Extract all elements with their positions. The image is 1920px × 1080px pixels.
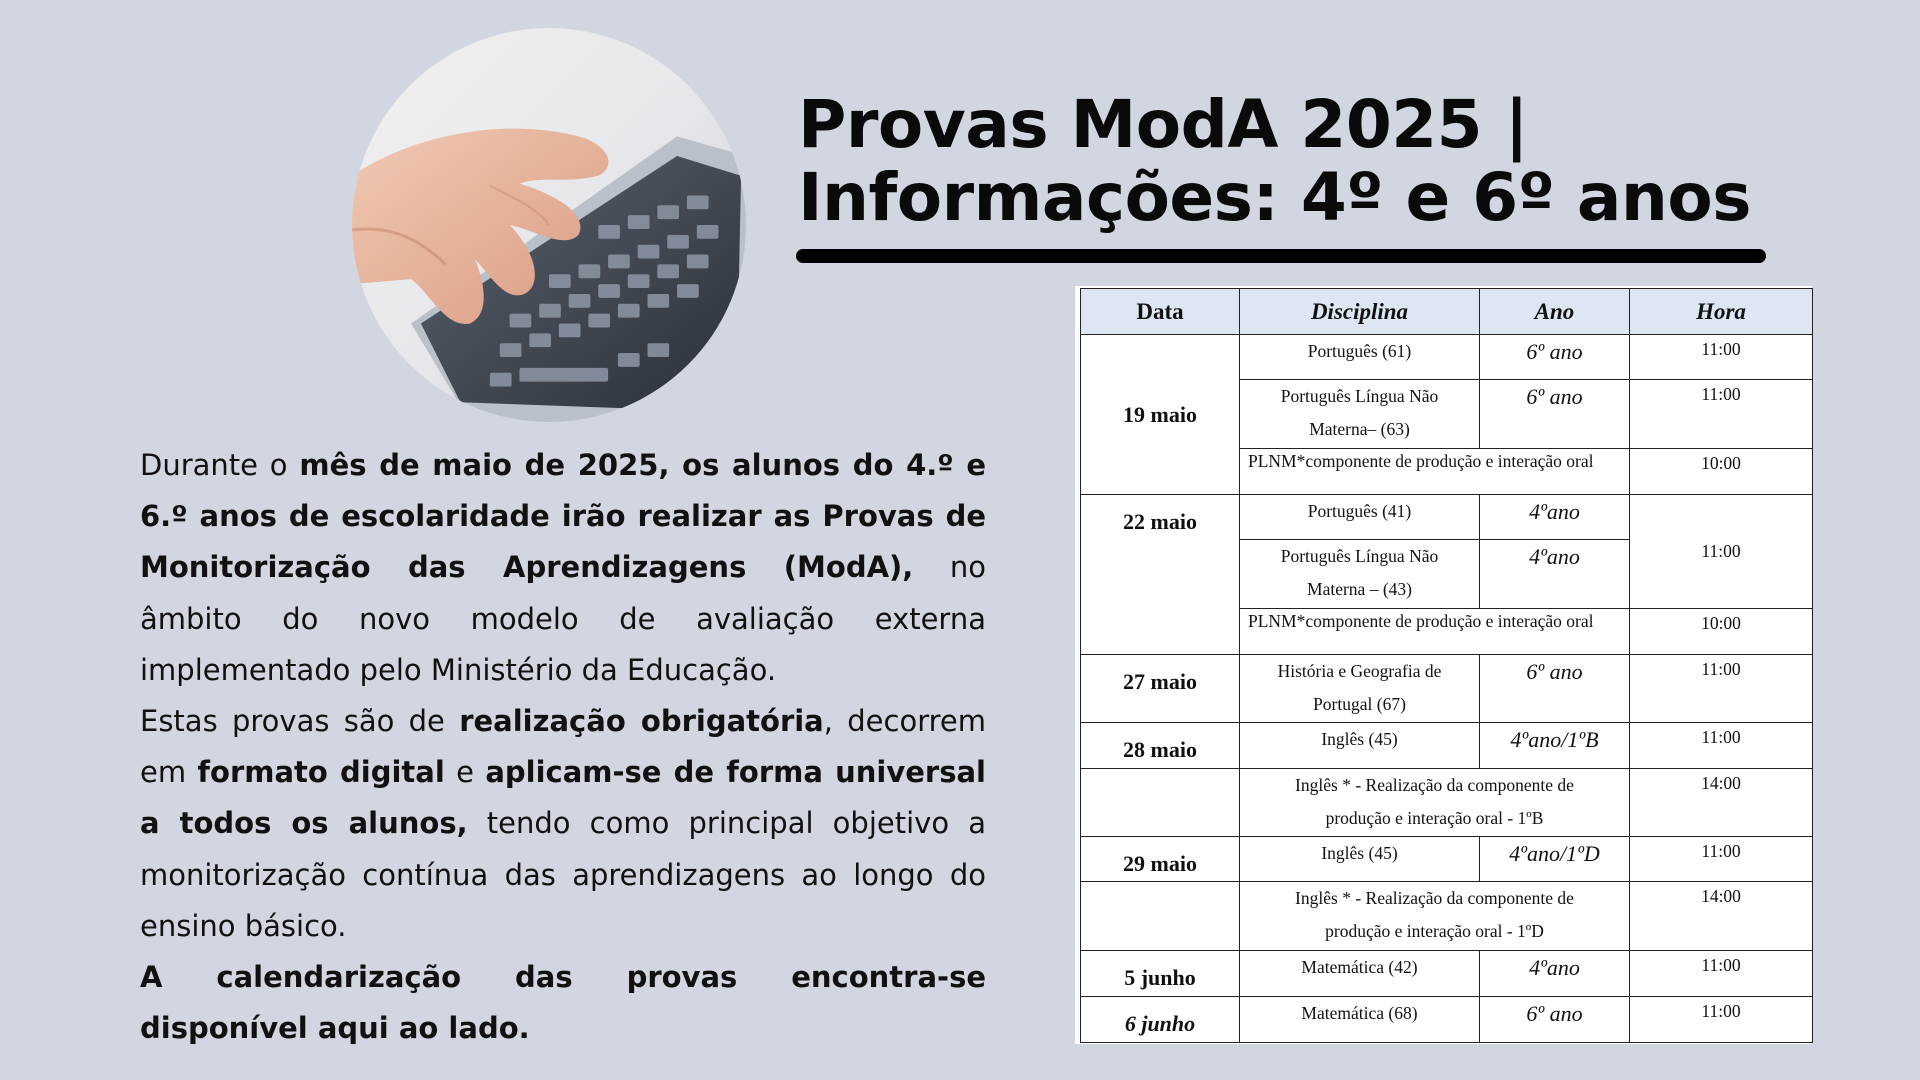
time-cell: 10:00 bbox=[1630, 609, 1813, 655]
discipline-line: produção e interação oral - 1ºD bbox=[1325, 921, 1544, 941]
time-cell: 11:00 bbox=[1630, 335, 1813, 380]
discipline-cell: Português (41) bbox=[1240, 495, 1480, 540]
discipline-line: Inglês * - Realização da componente de bbox=[1295, 775, 1574, 795]
date-cell: 27 maio bbox=[1081, 655, 1240, 723]
year-cell: 6º ano bbox=[1480, 655, 1630, 723]
text-run: e bbox=[444, 755, 486, 790]
discipline-cell bbox=[1240, 769, 1630, 837]
discipline-cell bbox=[1240, 540, 1480, 609]
schedule-table-panel bbox=[1075, 286, 1812, 1044]
discipline-line: Português Língua Não bbox=[1280, 386, 1439, 406]
text-run-bold: A calendarização das provas encontra-se disponível aqui ao lado. bbox=[140, 960, 986, 1046]
text-run: tendo como principal objetivo a monitorização contínua das aprendizagens ao longo do ensino básico. bbox=[140, 806, 986, 943]
discipline-cell: Inglês (45) bbox=[1240, 837, 1480, 882]
table-row bbox=[1081, 335, 1813, 380]
date-cell: 22 maio bbox=[1081, 495, 1240, 655]
text-run: no âmbito do novo modelo de avaliação externa implementado pelo Ministério da Educação. bbox=[140, 550, 986, 687]
date-cell bbox=[1081, 769, 1240, 837]
discipline-line: produção e interação oral - 1ºB bbox=[1325, 808, 1544, 828]
year-cell: 4ºano bbox=[1480, 951, 1630, 997]
keyboard-typing-photo bbox=[352, 28, 746, 422]
paragraph-3 bbox=[140, 952, 986, 1054]
year-cell: 6º ano bbox=[1480, 335, 1630, 380]
discipline-cell: Inglês (45) bbox=[1240, 723, 1480, 769]
page-title bbox=[798, 88, 1778, 234]
table-row bbox=[1081, 655, 1813, 723]
date-cell: 6 junho bbox=[1081, 997, 1240, 1043]
time-cell: 10:00 bbox=[1630, 449, 1813, 495]
paragraph-2 bbox=[140, 696, 986, 952]
intro-text bbox=[140, 440, 986, 1054]
header-hora: Hora bbox=[1630, 289, 1813, 335]
time-cell: 11:00 bbox=[1630, 380, 1813, 449]
time-cell: 11:00 bbox=[1630, 655, 1813, 723]
year-cell: 4ºano/1ºB bbox=[1480, 723, 1630, 769]
time-cell: 14:00 bbox=[1630, 769, 1813, 837]
text-run-bold: aplicam-se de forma universal a todos os alunos, bbox=[140, 755, 987, 841]
discipline-line: Inglês * - Realização da componente de bbox=[1295, 888, 1574, 908]
discipline-line: Materna – (43) bbox=[1307, 579, 1412, 599]
title-line-2: Informações: 4º e 6º anos bbox=[798, 159, 1751, 236]
discipline-cell: PLNM*componente de produção e interação oral bbox=[1240, 609, 1630, 655]
text-run-bold: formato digital bbox=[197, 755, 445, 790]
year-cell: 6º ano bbox=[1480, 997, 1630, 1043]
date-cell bbox=[1081, 882, 1240, 951]
time-cell: 14:00 bbox=[1630, 882, 1813, 951]
date-cell: 28 maio bbox=[1081, 723, 1240, 769]
table-row bbox=[1081, 769, 1813, 837]
date-cell: 5 junho bbox=[1081, 951, 1240, 997]
table-row bbox=[1081, 997, 1813, 1043]
paragraph-1 bbox=[140, 440, 986, 696]
discipline-cell: Matemática (42) bbox=[1240, 951, 1480, 997]
header-disciplina: Disciplina bbox=[1240, 289, 1480, 335]
year-cell: 4ºano/1ºD bbox=[1480, 837, 1630, 882]
date-cell: 29 maio bbox=[1081, 837, 1240, 882]
table-row bbox=[1081, 495, 1813, 540]
header-data: Data bbox=[1081, 289, 1240, 335]
text-run: , decorrem em bbox=[140, 704, 986, 790]
discipline-cell: Português (61) bbox=[1240, 335, 1480, 380]
discipline-cell bbox=[1240, 882, 1630, 951]
discipline-line: Portugal (67) bbox=[1313, 694, 1406, 714]
time-cell: 11:00 bbox=[1630, 723, 1813, 769]
year-cell: 4ºano bbox=[1480, 495, 1630, 540]
table-row bbox=[1081, 951, 1813, 997]
text-run: Durante o bbox=[140, 448, 300, 482]
discipline-line: Materna– (63) bbox=[1309, 419, 1410, 439]
text-run-bold: realização obrigatória bbox=[459, 704, 824, 739]
date-cell: 19 maio bbox=[1081, 335, 1240, 495]
title-underline bbox=[796, 249, 1766, 263]
discipline-line: História e Geografia de bbox=[1277, 661, 1442, 681]
schedule-table bbox=[1080, 288, 1813, 1043]
discipline-cell bbox=[1240, 380, 1480, 449]
title-line-1: Provas ModA 2025 | bbox=[798, 86, 1529, 163]
discipline-cell bbox=[1240, 655, 1480, 723]
time-cell: 11:00 bbox=[1630, 837, 1813, 882]
table-row bbox=[1081, 882, 1813, 951]
time-cell: 11:00 bbox=[1630, 495, 1813, 609]
header-ano: Ano bbox=[1480, 289, 1630, 335]
time-cell: 11:00 bbox=[1630, 997, 1813, 1043]
table-row bbox=[1081, 723, 1813, 769]
table-header-row bbox=[1081, 289, 1813, 335]
discipline-line: Português Língua Não bbox=[1280, 546, 1439, 566]
text-run-bold: mês de maio de 2025, os alunos do 4.º e 6.º anos de escolaridade irão realizar as Provas de Monitorização das Aprendizagens (ModA), bbox=[140, 448, 986, 585]
time-cell: 11:00 bbox=[1630, 951, 1813, 997]
text-run: Estas provas são de bbox=[140, 704, 460, 739]
year-cell: 4ºano bbox=[1480, 540, 1630, 609]
discipline-cell: Matemática (68) bbox=[1240, 997, 1480, 1043]
discipline-cell: PLNM*componente de produção e interação oral bbox=[1240, 449, 1630, 495]
table-row bbox=[1081, 837, 1813, 882]
year-cell: 6º ano bbox=[1480, 380, 1630, 449]
